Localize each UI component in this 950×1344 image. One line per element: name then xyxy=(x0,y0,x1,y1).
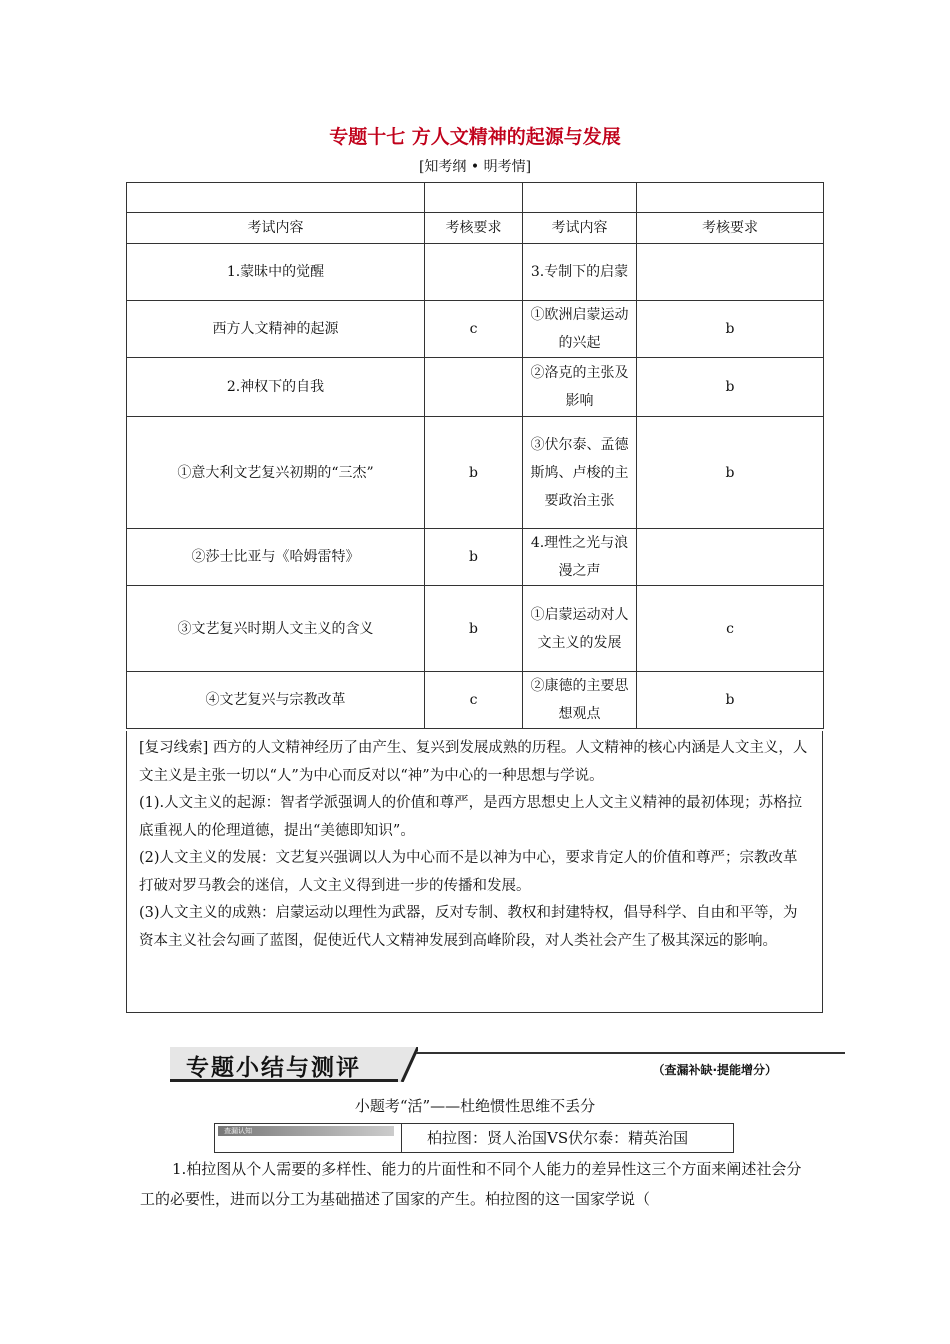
table-cell: 2.神权下的自我 xyxy=(127,358,425,417)
table-header: 考试内容 xyxy=(127,213,425,244)
review-paragraph: (1).人文主义的起源：智者学派强调人的价值和尊严，是西方思想史上人文主义精神的最初体现；苏格拉底重视人的伦理道德，提出“美德即知识”。 xyxy=(139,795,803,839)
banner-title: 专题小结与测评 xyxy=(186,1055,361,1081)
review-clue-box xyxy=(126,731,823,1013)
review-paragraph: [复习线索] 西方的人文精神经历了由产生、复兴到发展成熟的历程。人文精神的核心内涵是人文主义，人文主义是主张一切以“人”为中心而反对以“神”为中心的一种思想与学说。 xyxy=(139,740,808,784)
table-row xyxy=(127,301,824,358)
table-cell: ③文艺复兴时期人文主义的含义 xyxy=(127,586,425,672)
topic-box-label-area xyxy=(215,1124,402,1152)
exam-outline-table xyxy=(126,182,824,729)
table-header: 考试内容 xyxy=(523,213,637,244)
table-cell: ②洛克的主张及影响 xyxy=(523,358,637,417)
table-cell: b xyxy=(637,672,824,729)
table-cell: b xyxy=(425,417,523,529)
table-row xyxy=(127,529,824,586)
table-cell xyxy=(523,183,637,213)
question-text: 1.柏拉图从个人需要的多样性、能力的片面性和不同个人能力的差异性这三个方面来阐述社会分工的必要性，进而以分工为基础描述了国家的产生。柏拉图的这一国家学说（ xyxy=(140,1160,802,1208)
table-row xyxy=(127,672,824,729)
section-heading: 小题考“活”——杜绝惯性思维不丢分 xyxy=(354,1097,596,1115)
table-cell xyxy=(637,183,824,213)
table-cell: c xyxy=(425,672,523,729)
table-cell xyxy=(425,183,523,213)
table-cell: ②康德的主要思想观点 xyxy=(523,672,637,729)
table-cell xyxy=(425,358,523,417)
table-cell: 3.专制下的启蒙 xyxy=(523,244,637,301)
table-cell: 1.蒙昧中的觉醒 xyxy=(127,244,425,301)
table-row xyxy=(127,417,824,529)
table-cell xyxy=(637,244,824,301)
table-cell xyxy=(127,183,425,213)
table-header: 考核要求 xyxy=(637,213,824,244)
table-cell: ①启蒙运动对人文主义的发展 xyxy=(523,586,637,672)
table-cell: ①意大利文艺复兴初期的“三杰” xyxy=(127,417,425,529)
table-cell: 4.理性之光与浪漫之声 xyxy=(523,529,637,586)
table-cell: b xyxy=(637,301,824,358)
section-banner xyxy=(170,1047,845,1083)
banner-slash-decoration xyxy=(398,1047,418,1082)
table-row xyxy=(127,358,824,417)
table-cell: c xyxy=(637,586,824,672)
page-title: 专题十七 方人文精神的起源与发展 xyxy=(329,126,621,148)
topic-mini-label-text: 查漏认知 xyxy=(224,1127,252,1135)
banner-rule xyxy=(416,1052,845,1054)
topic-mini-label xyxy=(218,1126,394,1136)
table-cell: ①欧洲启蒙运动的兴起 xyxy=(523,301,637,358)
review-paragraph: (2)人文主义的发展：文艺复兴强调以人为中心而不是以神为中心，要求肯定人的价值和尊严；宗教改革打破对罗马教会的迷信，人文主义得到进一步的传播和发展。 xyxy=(139,850,798,894)
table-cell: c xyxy=(425,301,523,358)
table-row xyxy=(127,586,824,672)
table-cell: b xyxy=(637,358,824,417)
table-cell: 西方人文精神的起源 xyxy=(127,301,425,358)
table-cell xyxy=(425,244,523,301)
banner-box xyxy=(170,1047,398,1082)
table-header: 考核要求 xyxy=(425,213,523,244)
review-paragraph: (3)人文主义的成熟：启蒙运动以理性为武器，反对专制、教权和封建特权，倡导科学、自由和平等，为资本主义社会勾画了蓝图，促使近代人文精神发展到高峰阶段，对人类社会产生了极其深远的影响。 xyxy=(139,905,798,949)
table-cell: ②莎士比亚与《哈姆雷特》 xyxy=(127,529,425,586)
topic-box-text: 柏拉图：贤人治国VS伏尔泰：精英治国 xyxy=(427,1129,689,1147)
table-cell: b xyxy=(425,529,523,586)
page-subtitle: [知考纲 • 明考情] xyxy=(418,159,532,175)
table-row xyxy=(127,244,824,301)
table-cell: ③伏尔泰、孟德斯鸠、卢梭的主要政治主张 xyxy=(523,417,637,529)
table-cell: ④文艺复兴与宗教改革 xyxy=(127,672,425,729)
banner-tag: （查漏补缺·提能增分） xyxy=(652,1063,777,1077)
table-cell: b xyxy=(425,586,523,672)
table-header-row xyxy=(127,213,824,244)
table-cell xyxy=(637,529,824,586)
topic-box xyxy=(214,1123,734,1153)
table-cell: b xyxy=(637,417,824,529)
table-spacer-row xyxy=(127,183,824,213)
